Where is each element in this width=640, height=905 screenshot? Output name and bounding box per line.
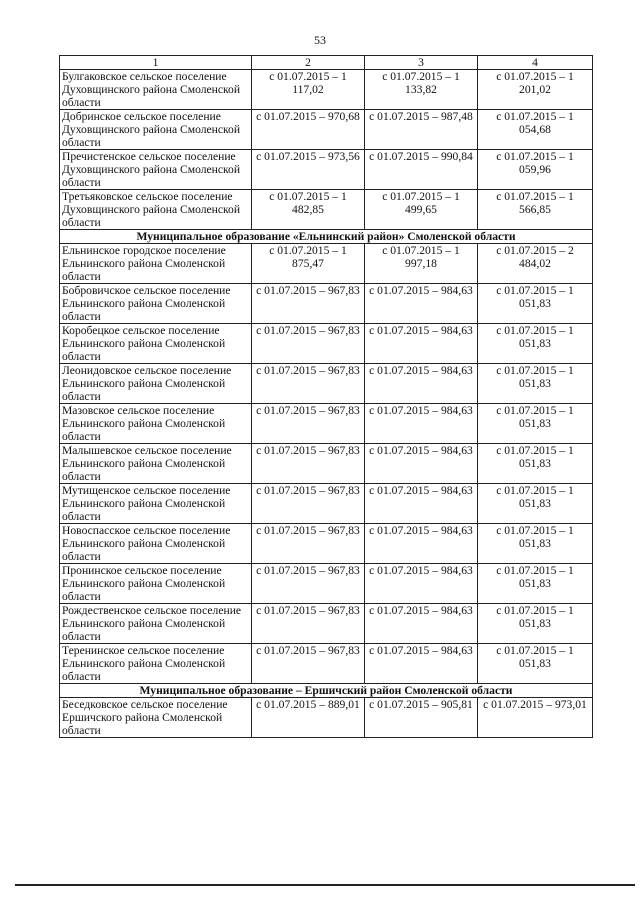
tariff-table bbox=[59, 55, 593, 738]
tariff-value-col2: с 01.07.2015 – 967,83 bbox=[252, 364, 365, 404]
tariff-value-col2: с 01.07.2015 – 889,01 bbox=[252, 698, 365, 738]
table-row bbox=[60, 698, 593, 738]
settlement-name: Мазовское сельское поселение Ельнинского района Смоленской области bbox=[60, 404, 252, 444]
settlement-name: Малышевское сельское поселение Ельнинского района Смоленской области bbox=[60, 444, 252, 484]
settlement-name: Ельнинское городское поселение Ельнинского района Смоленской области bbox=[60, 244, 252, 284]
tariff-value-col4: с 01.07.2015 – 2 484,02 bbox=[478, 244, 593, 284]
tariff-value-col4: с 01.07.2015 – 1 051,83 bbox=[478, 404, 593, 444]
tariff-value-col4: с 01.07.2015 – 1 051,83 bbox=[478, 444, 593, 484]
tariff-value-col2: с 01.07.2015 – 1 482,85 bbox=[252, 190, 365, 230]
settlement-name: Новоспасское сельское поселение Ельнинского района Смоленской области bbox=[60, 524, 252, 564]
tariff-value-col3: с 01.07.2015 – 1 499,65 bbox=[365, 190, 478, 230]
tariff-value-col4: с 01.07.2015 – 1 051,83 bbox=[478, 564, 593, 604]
page-number: 53 bbox=[314, 33, 326, 47]
table-row bbox=[60, 444, 593, 484]
header-row bbox=[60, 56, 593, 70]
tariff-value-col3: с 01.07.2015 – 984,63 bbox=[365, 524, 478, 564]
table-body bbox=[60, 70, 593, 738]
settlement-name: Третьяковское сельское поселение Духовщинского района Смоленской области bbox=[60, 190, 252, 230]
section-title: Муниципальное образование – Ершичский район Смоленской области bbox=[60, 684, 593, 698]
table-row bbox=[60, 110, 593, 150]
tariff-value-col2: с 01.07.2015 – 967,83 bbox=[252, 484, 365, 524]
tariff-value-col3: с 01.07.2015 – 984,63 bbox=[365, 324, 478, 364]
header-cell: 3 bbox=[365, 56, 478, 70]
tariff-value-col4: с 01.07.2015 – 1 201,02 bbox=[478, 70, 593, 110]
tariff-value-col4: с 01.07.2015 – 1 051,83 bbox=[478, 524, 593, 564]
table-row bbox=[60, 150, 593, 190]
tariff-value-col2: с 01.07.2015 – 970,68 bbox=[252, 110, 365, 150]
settlement-name: Беседковское сельское поселение Ершичского района Смоленской области bbox=[60, 698, 252, 738]
tariff-value-col4: с 01.07.2015 – 1 054,68 bbox=[478, 110, 593, 150]
tariff-value-col2: с 01.07.2015 – 967,83 bbox=[252, 604, 365, 644]
settlement-name: Добринское сельское поселение Духовщинского района Смоленской области bbox=[60, 110, 252, 150]
tariff-value-col4: с 01.07.2015 – 1 051,83 bbox=[478, 284, 593, 324]
tariff-value-col2: с 01.07.2015 – 967,83 bbox=[252, 284, 365, 324]
settlement-name: Рождественское сельское поселение Ельнинского района Смоленской области bbox=[60, 604, 252, 644]
section-header-row bbox=[60, 684, 593, 698]
table-row bbox=[60, 404, 593, 444]
tariff-value-col4: с 01.07.2015 – 973,01 bbox=[478, 698, 593, 738]
tariff-value-col3: с 01.07.2015 – 984,63 bbox=[365, 564, 478, 604]
tariff-value-col3: с 01.07.2015 – 1 997,18 bbox=[365, 244, 478, 284]
settlement-name: Коробецкое сельское поселение Ельнинского района Смоленской области bbox=[60, 324, 252, 364]
header-cell: 1 bbox=[60, 56, 252, 70]
tariff-value-col3: с 01.07.2015 – 984,63 bbox=[365, 444, 478, 484]
tariff-value-col3: с 01.07.2015 – 984,63 bbox=[365, 604, 478, 644]
tariff-value-col2: с 01.07.2015 – 967,83 bbox=[252, 564, 365, 604]
tariff-value-col2: с 01.07.2015 – 967,83 bbox=[252, 404, 365, 444]
settlement-name: Бобровичское сельское поселение Ельнинского района Смоленской области bbox=[60, 284, 252, 324]
tariff-value-col2: с 01.07.2015 – 967,83 bbox=[252, 444, 365, 484]
tariff-value-col2: с 01.07.2015 – 1 875,47 bbox=[252, 244, 365, 284]
section-title: Муниципальное образование «Ельнинский район» Смоленской области bbox=[60, 230, 593, 244]
tariff-value-col4: с 01.07.2015 – 1 051,83 bbox=[478, 364, 593, 404]
table-row bbox=[60, 324, 593, 364]
header-cell: 4 bbox=[478, 56, 593, 70]
tariff-value-col3: с 01.07.2015 – 1 133,82 bbox=[365, 70, 478, 110]
table-row bbox=[60, 564, 593, 604]
tariff-value-col4: с 01.07.2015 – 1 059,96 bbox=[478, 150, 593, 190]
tariff-value-col2: с 01.07.2015 – 967,83 bbox=[252, 324, 365, 364]
settlement-name: Мутищенское сельское поселение Ельнинского района Смоленской области bbox=[60, 484, 252, 524]
tariff-value-col3: с 01.07.2015 – 984,63 bbox=[365, 484, 478, 524]
tariff-value-col4: с 01.07.2015 – 1 051,83 bbox=[478, 324, 593, 364]
tariff-value-col3: с 01.07.2015 – 984,63 bbox=[365, 644, 478, 684]
footer-rule bbox=[15, 884, 635, 886]
tariff-value-col2: с 01.07.2015 – 967,83 bbox=[252, 524, 365, 564]
tariff-value-col4: с 01.07.2015 – 1 051,83 bbox=[478, 484, 593, 524]
table-row bbox=[60, 364, 593, 404]
settlement-name: Теренинское сельское поселение Ельнинского района Смоленской области bbox=[60, 644, 252, 684]
tariff-value-col4: с 01.07.2015 – 1 566,85 bbox=[478, 190, 593, 230]
table-row bbox=[60, 70, 593, 110]
tariff-value-col2: с 01.07.2015 – 967,83 bbox=[252, 644, 365, 684]
section-header-row bbox=[60, 230, 593, 244]
settlement-name: Пречистенское сельское поселение Духовщинского района Смоленской области bbox=[60, 150, 252, 190]
table-row bbox=[60, 484, 593, 524]
tariff-value-col2: с 01.07.2015 – 973,56 bbox=[252, 150, 365, 190]
table-row bbox=[60, 190, 593, 230]
tariff-value-col3: с 01.07.2015 – 987,48 bbox=[365, 110, 478, 150]
tariff-value-col3: с 01.07.2015 – 984,63 bbox=[365, 364, 478, 404]
table-row bbox=[60, 604, 593, 644]
table-row bbox=[60, 524, 593, 564]
header-cell: 2 bbox=[252, 56, 365, 70]
tariff-value-col3: с 01.07.2015 – 990,84 bbox=[365, 150, 478, 190]
settlement-name: Пронинское сельское поселение Ельнинского района Смоленской области bbox=[60, 564, 252, 604]
tariff-value-col3: с 01.07.2015 – 905,81 bbox=[365, 698, 478, 738]
tariff-value-col2: с 01.07.2015 – 1 117,02 bbox=[252, 70, 365, 110]
tariff-value-col3: с 01.07.2015 – 984,63 bbox=[365, 404, 478, 444]
tariff-value-col4: с 01.07.2015 – 1 051,83 bbox=[478, 644, 593, 684]
table-row bbox=[60, 644, 593, 684]
table-row bbox=[60, 244, 593, 284]
settlement-name: Булгаковское сельское поселение Духовщинского района Смоленской области bbox=[60, 70, 252, 110]
table-row bbox=[60, 284, 593, 324]
tariff-value-col4: с 01.07.2015 – 1 051,83 bbox=[478, 604, 593, 644]
tariff-value-col3: с 01.07.2015 – 984,63 bbox=[365, 284, 478, 324]
settlement-name: Леонидовское сельское поселение Ельнинского района Смоленской области bbox=[60, 364, 252, 404]
